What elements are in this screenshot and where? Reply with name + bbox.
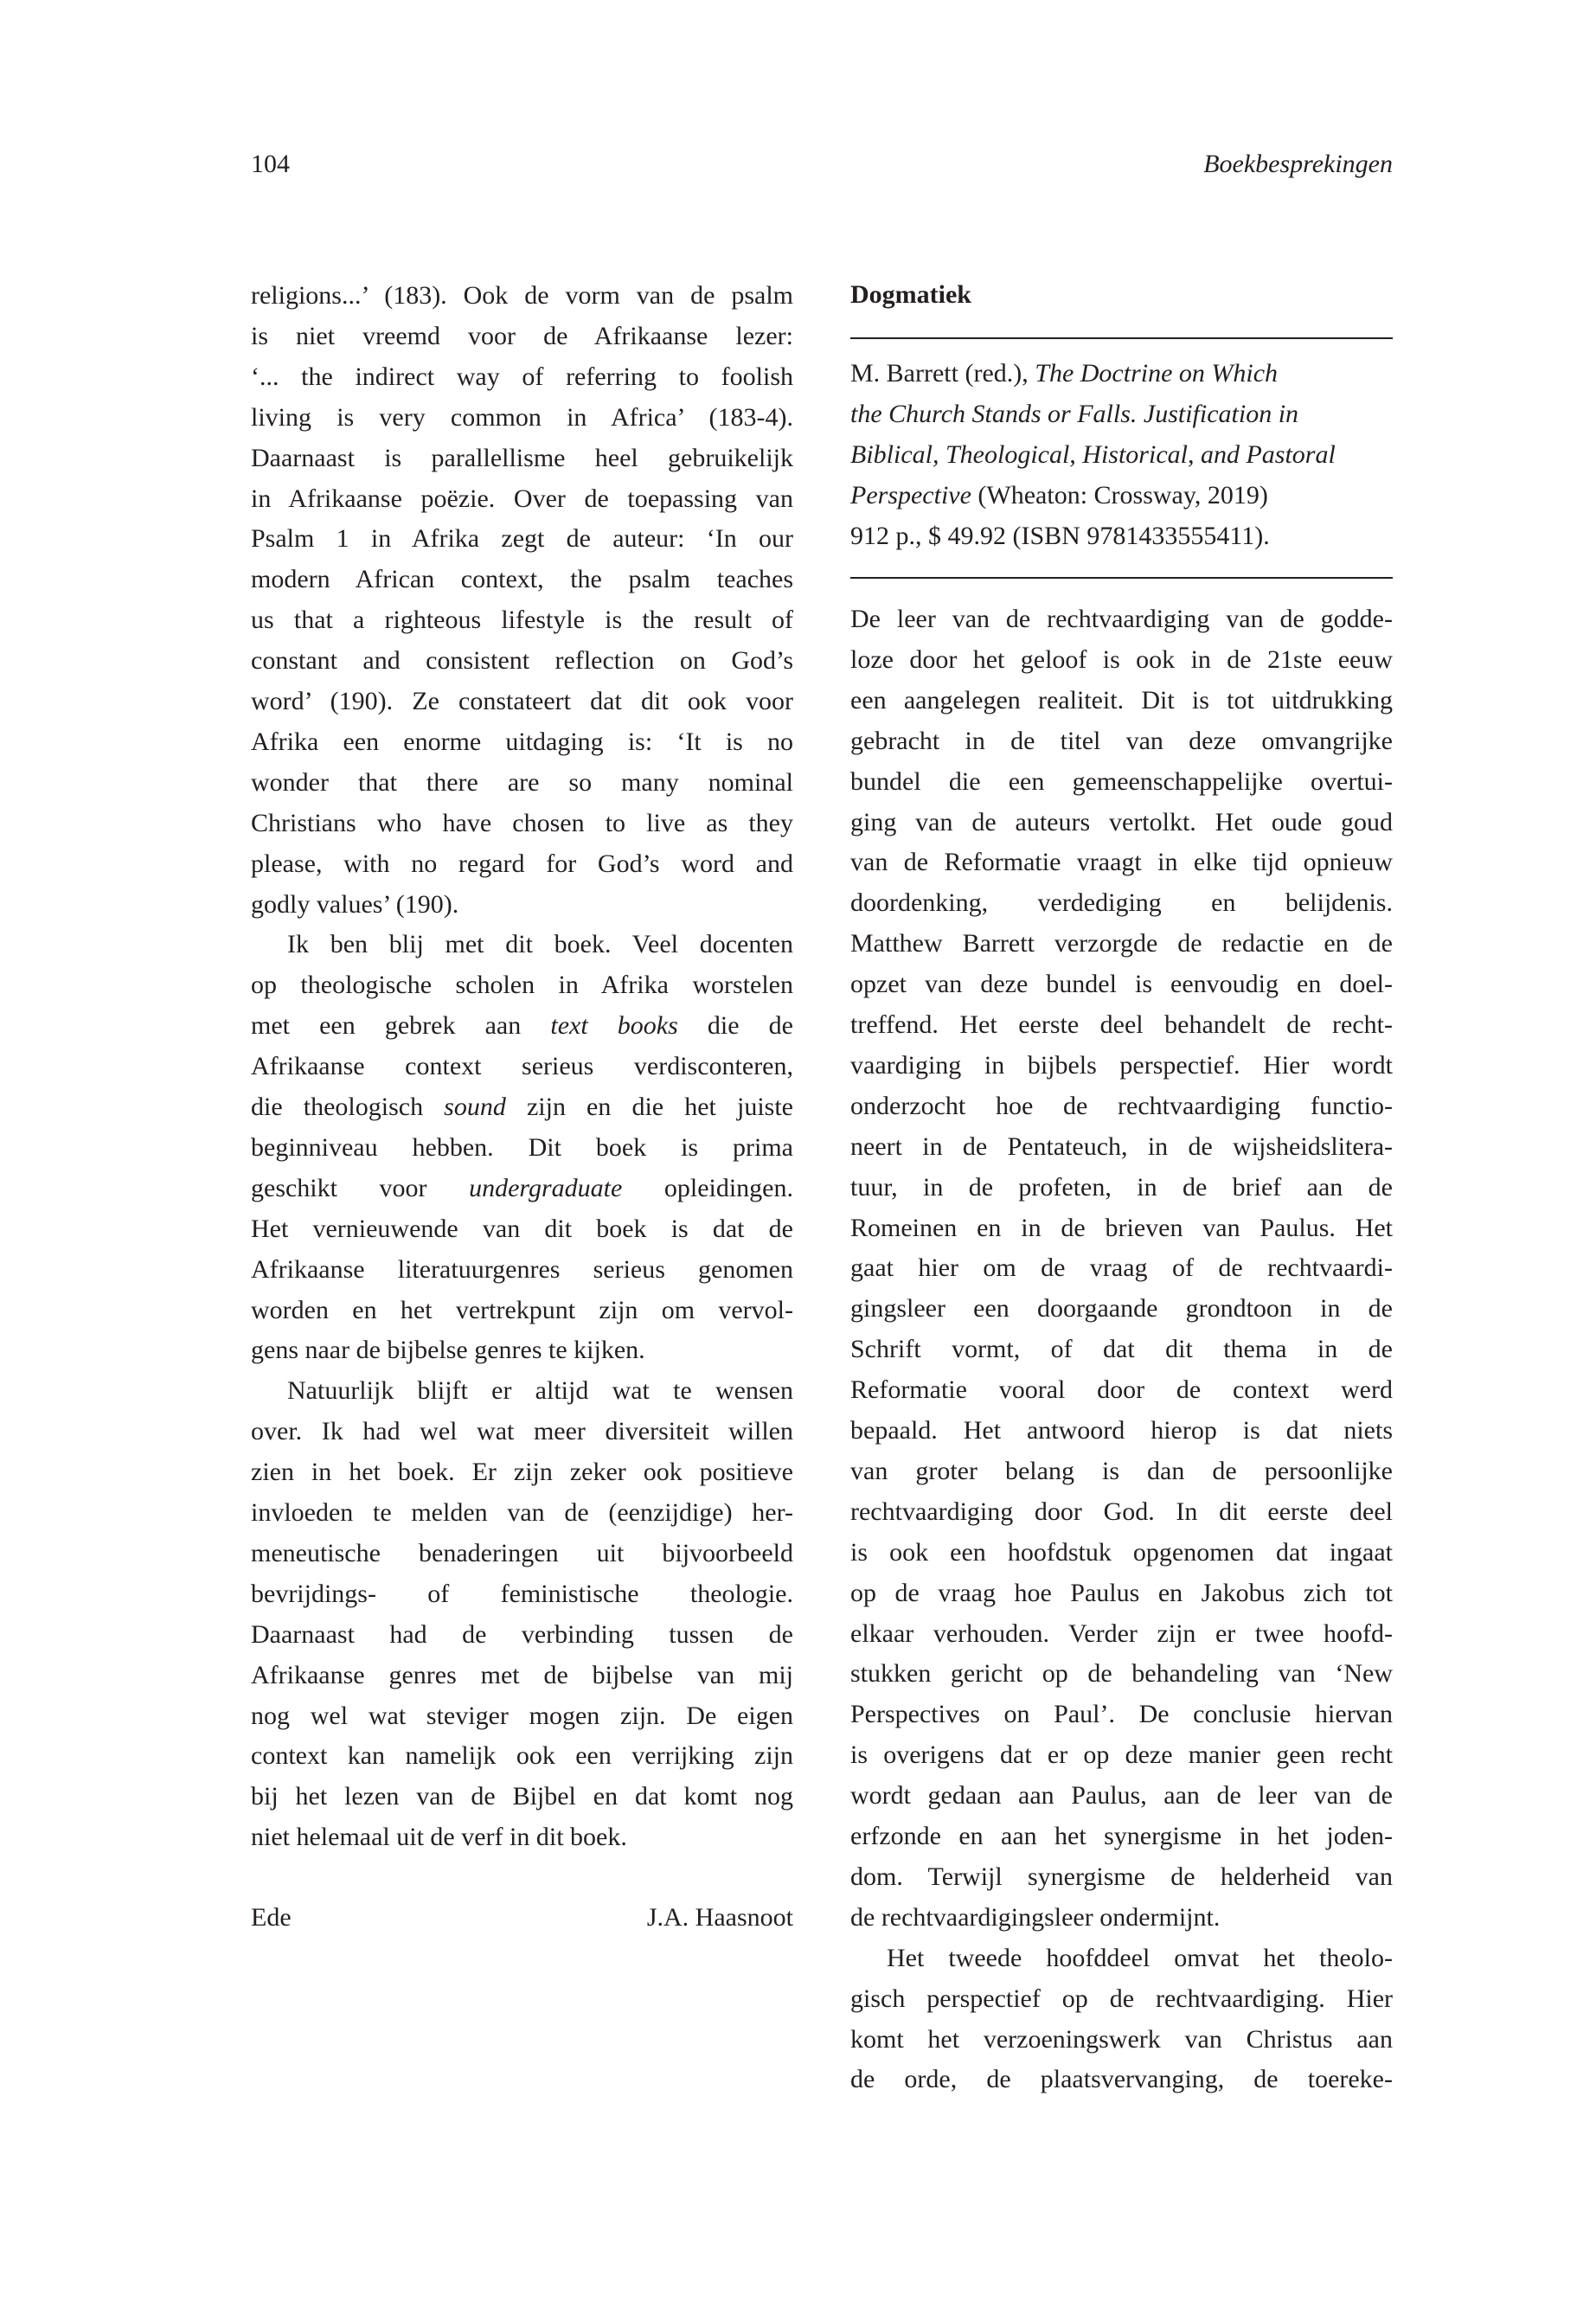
text-line: Afrikaanse genres met de bijbelse van mij bbox=[251, 1660, 793, 1689]
text-line: Christians who have chosen to live as they bbox=[251, 808, 793, 837]
text-line: erfzonde en aan het synergisme in het joden- bbox=[850, 1822, 1393, 1850]
text-line bbox=[850, 477, 1393, 515]
text-line: living is very common in Africa’ (183-4). bbox=[251, 402, 793, 432]
text-line: elkaar verhouden. Verder zijn er twee hoofd- bbox=[850, 1618, 1393, 1648]
text-line bbox=[850, 436, 1393, 474]
text-line: niet helemaal uit de verf in dit boek. bbox=[251, 1823, 627, 1852]
text-line bbox=[251, 1007, 793, 1045]
text-line: gens naar de bijbelse genres te kijken. bbox=[251, 1336, 645, 1365]
italic-text: the Church Stands or Falls. Justification in bbox=[850, 399, 1299, 428]
review-signoff bbox=[251, 1899, 793, 1937]
text-segment: zijn en die het juiste bbox=[505, 1093, 793, 1121]
text-line: context kan namelijk ook een verrijking zijn bbox=[251, 1741, 793, 1771]
text-line: Matthew Barrett verzorgde de redactie en de bbox=[850, 929, 1393, 958]
text-segment: geschikt voor bbox=[251, 1173, 470, 1202]
text-line: komt het verzoeningswerk van Christus aan bbox=[850, 2024, 1393, 2054]
italic-text: The Doctrine on Which bbox=[1035, 359, 1279, 388]
text-line: doordenking, verdediging en belijdenis. bbox=[850, 888, 1393, 918]
citation-rule-top bbox=[850, 337, 1393, 339]
text-line: tuur, in de profeten, in de brief aan de bbox=[850, 1172, 1393, 1202]
text-line: gebracht in de titel van deze omvangrijke bbox=[850, 726, 1393, 755]
section-heading: Dogmatiek bbox=[850, 280, 971, 309]
text-line: De leer van de rechtvaardiging van de godde- bbox=[850, 605, 1393, 633]
italic-text: text books bbox=[550, 1011, 678, 1041]
text-line: treffend. Het eerste deel behandelt de recht- bbox=[850, 1010, 1393, 1039]
text-line: gaat hier om de vraag of de rechtvaardi- bbox=[850, 1253, 1393, 1283]
text-line: Natuurlijk blijft er altijd wat te wensen bbox=[287, 1376, 793, 1406]
text-segment: (Wheaton: Crossway, 2019) bbox=[971, 480, 1268, 510]
text-line: us that a righteous lifestyle is the result of bbox=[251, 606, 793, 635]
text-line: godly values’ (190). bbox=[251, 889, 459, 919]
text-line: de rechtvaardigingsleer ondermijnt. bbox=[850, 1902, 1221, 1932]
text-line: stukken gericht op de behandeling van ‘New bbox=[850, 1659, 1393, 1689]
text-line: Het tweede hoofddeel omvat het theolo- bbox=[887, 1943, 1393, 1972]
text-line: gisch perspectief op de rechtvaardiging. Hier bbox=[850, 1984, 1393, 2013]
italic-text: undergraduate bbox=[469, 1173, 623, 1202]
text-line: Afrikaanse literatuurgenres serieus genomen bbox=[251, 1254, 793, 1284]
text-line: opzet van deze bundel is eenvoudig en doel- bbox=[850, 970, 1393, 999]
text-segment: die de bbox=[677, 1011, 793, 1041]
text-segment: die theologisch bbox=[251, 1093, 445, 1121]
text-line: Daarnaast had de verbinding tussen de bbox=[251, 1619, 793, 1649]
signoff-reviewer: J.A. Haasnoot bbox=[646, 1903, 793, 1932]
text-line: modern African context, the psalm teaches bbox=[251, 565, 793, 594]
text-line: een aangelegen realiteit. Dit is tot uitdrukking bbox=[850, 685, 1393, 715]
text-line: is ook een hoofdstuk opgenomen dat ingaat bbox=[850, 1537, 1393, 1567]
text-line: Romeinen en in de brieven van Paulus. Het bbox=[850, 1213, 1393, 1242]
text-line: is niet vreemd voor de Afrikaanse lezer: bbox=[251, 321, 793, 350]
italic-text: Perspective bbox=[850, 480, 971, 510]
text-line: op de vraag hoe Paulus en Jakobus zich tot bbox=[850, 1578, 1393, 1607]
text-line: please, with no regard for God’s word and bbox=[251, 849, 793, 878]
text-line: over. Ik had wel wat meer diversiteit willen bbox=[251, 1417, 793, 1446]
text-line: bepaald. Het antwoord hierop is dat niets bbox=[850, 1416, 1393, 1445]
signoff-place: Ede bbox=[251, 1903, 292, 1932]
text-segment: opleidingen. bbox=[622, 1173, 793, 1202]
italic-text: Biblical, Theological, Historical, and Pastoral bbox=[850, 439, 1336, 469]
text-segment: met een gebrek aan bbox=[251, 1011, 551, 1041]
text-line: ging van de auteurs vertolkt. Het oude goud bbox=[850, 807, 1393, 836]
text-line: wordt gedaan aan Paulus, aan de leer van de bbox=[850, 1781, 1393, 1811]
text-line bbox=[850, 395, 1393, 433]
text-line: beginniveau hebben. Dit boek is prima bbox=[251, 1132, 793, 1162]
text-line: Daarnaast is parallellisme heel gebruikelijk bbox=[251, 443, 793, 472]
text-line: Afrika een enorme uitdaging is: ‘It is no bbox=[251, 727, 793, 756]
text-line bbox=[850, 355, 1393, 393]
text-line: neert in de Pentateuch, in de wijsheidslitera- bbox=[850, 1131, 1393, 1161]
text-segment: 912 p., $ 49.92 (ISBN 9781433555411). bbox=[850, 521, 1270, 550]
text-line: loze door het geloof is ook in de 21ste eeuw bbox=[850, 644, 1393, 674]
text-line: bundel die een gemeenschappelijke overtui- bbox=[850, 766, 1393, 796]
text-line: is overigens dat er op deze manier geen recht bbox=[850, 1740, 1393, 1770]
text-line: Ik ben blij met dit boek. Veel docenten bbox=[287, 930, 793, 959]
citation-rule-bottom bbox=[850, 577, 1393, 579]
text-segment: M. Barrett (red.), bbox=[850, 359, 1035, 388]
text-line: worden en het vertrekpunt zijn om vervol- bbox=[251, 1295, 793, 1324]
italic-text: sound bbox=[444, 1093, 506, 1121]
text-line: nog wel wat steviger mogen zijn. De eigen bbox=[251, 1701, 793, 1730]
text-line: op theologische scholen in Afrika worstelen bbox=[251, 971, 793, 1000]
text-line: bij het lezen van de Bijbel en dat komt nog bbox=[251, 1782, 793, 1811]
text-line: Schrift vormt, of dat dit thema in de bbox=[850, 1335, 1393, 1364]
text-line: van de Reformatie vraagt in elke tijd opnieuw bbox=[850, 848, 1393, 877]
text-line: Het vernieuwende van dit boek is dat de bbox=[251, 1214, 793, 1243]
text-line: ‘... the indirect way of referring to foolish bbox=[251, 362, 793, 391]
text-line: rechtvaardiging door God. In dit eerste deel bbox=[850, 1497, 1393, 1526]
text-line: bevrijdings- of feministische theologie. bbox=[251, 1579, 793, 1608]
text-line bbox=[251, 1170, 793, 1208]
text-line: Reformatie vooral door de context werd bbox=[850, 1375, 1393, 1405]
text-line: meneutische benaderingen uit bijvoorbeeld bbox=[251, 1538, 793, 1567]
text-line: constant and consistent reflection on God’s bbox=[251, 646, 793, 676]
running-section-title: Boekbesprekingen bbox=[1203, 150, 1393, 178]
text-line: in Afrikaanse poëzie. Over de toepassing van bbox=[251, 484, 793, 513]
text-line: zien in het boek. Er zijn zeker ook positieve bbox=[251, 1458, 793, 1487]
text-line: van groter belang is dan de persoonlijke bbox=[850, 1456, 1393, 1485]
text-line: dom. Terwijl synergisme de helderheid van bbox=[850, 1862, 1393, 1891]
text-line: Psalm 1 in Afrika zegt de auteur: ‘In our bbox=[251, 524, 793, 554]
text-line bbox=[850, 517, 1393, 555]
page-number: 104 bbox=[251, 150, 290, 178]
text-line: word’ (190). Ze constateert dat dit ook voor bbox=[251, 687, 793, 715]
text-line: de orde, de plaatsvervanging, de toereke- bbox=[850, 2065, 1393, 2094]
text-line bbox=[251, 1088, 793, 1126]
text-line: invloeden te melden van de (eenzijdige) her- bbox=[251, 1498, 793, 1527]
text-line: Perspectives on Paul’. De conclusie hiervan bbox=[850, 1700, 1393, 1729]
text-line: onderzocht hoe de rechtvaardiging functio- bbox=[850, 1091, 1393, 1120]
text-line: Afrikaanse context serieus verdisconteren, bbox=[251, 1052, 793, 1081]
text-line: vaardiging in bijbels perspectief. Hier wordt bbox=[850, 1050, 1393, 1080]
text-line: wonder that there are so many nominal bbox=[251, 767, 793, 797]
text-line: religions...’ (183). Ook de vorm van de psalm bbox=[251, 281, 793, 310]
text-line: gingsleer een doorgaande grondtoon in de bbox=[850, 1294, 1393, 1324]
